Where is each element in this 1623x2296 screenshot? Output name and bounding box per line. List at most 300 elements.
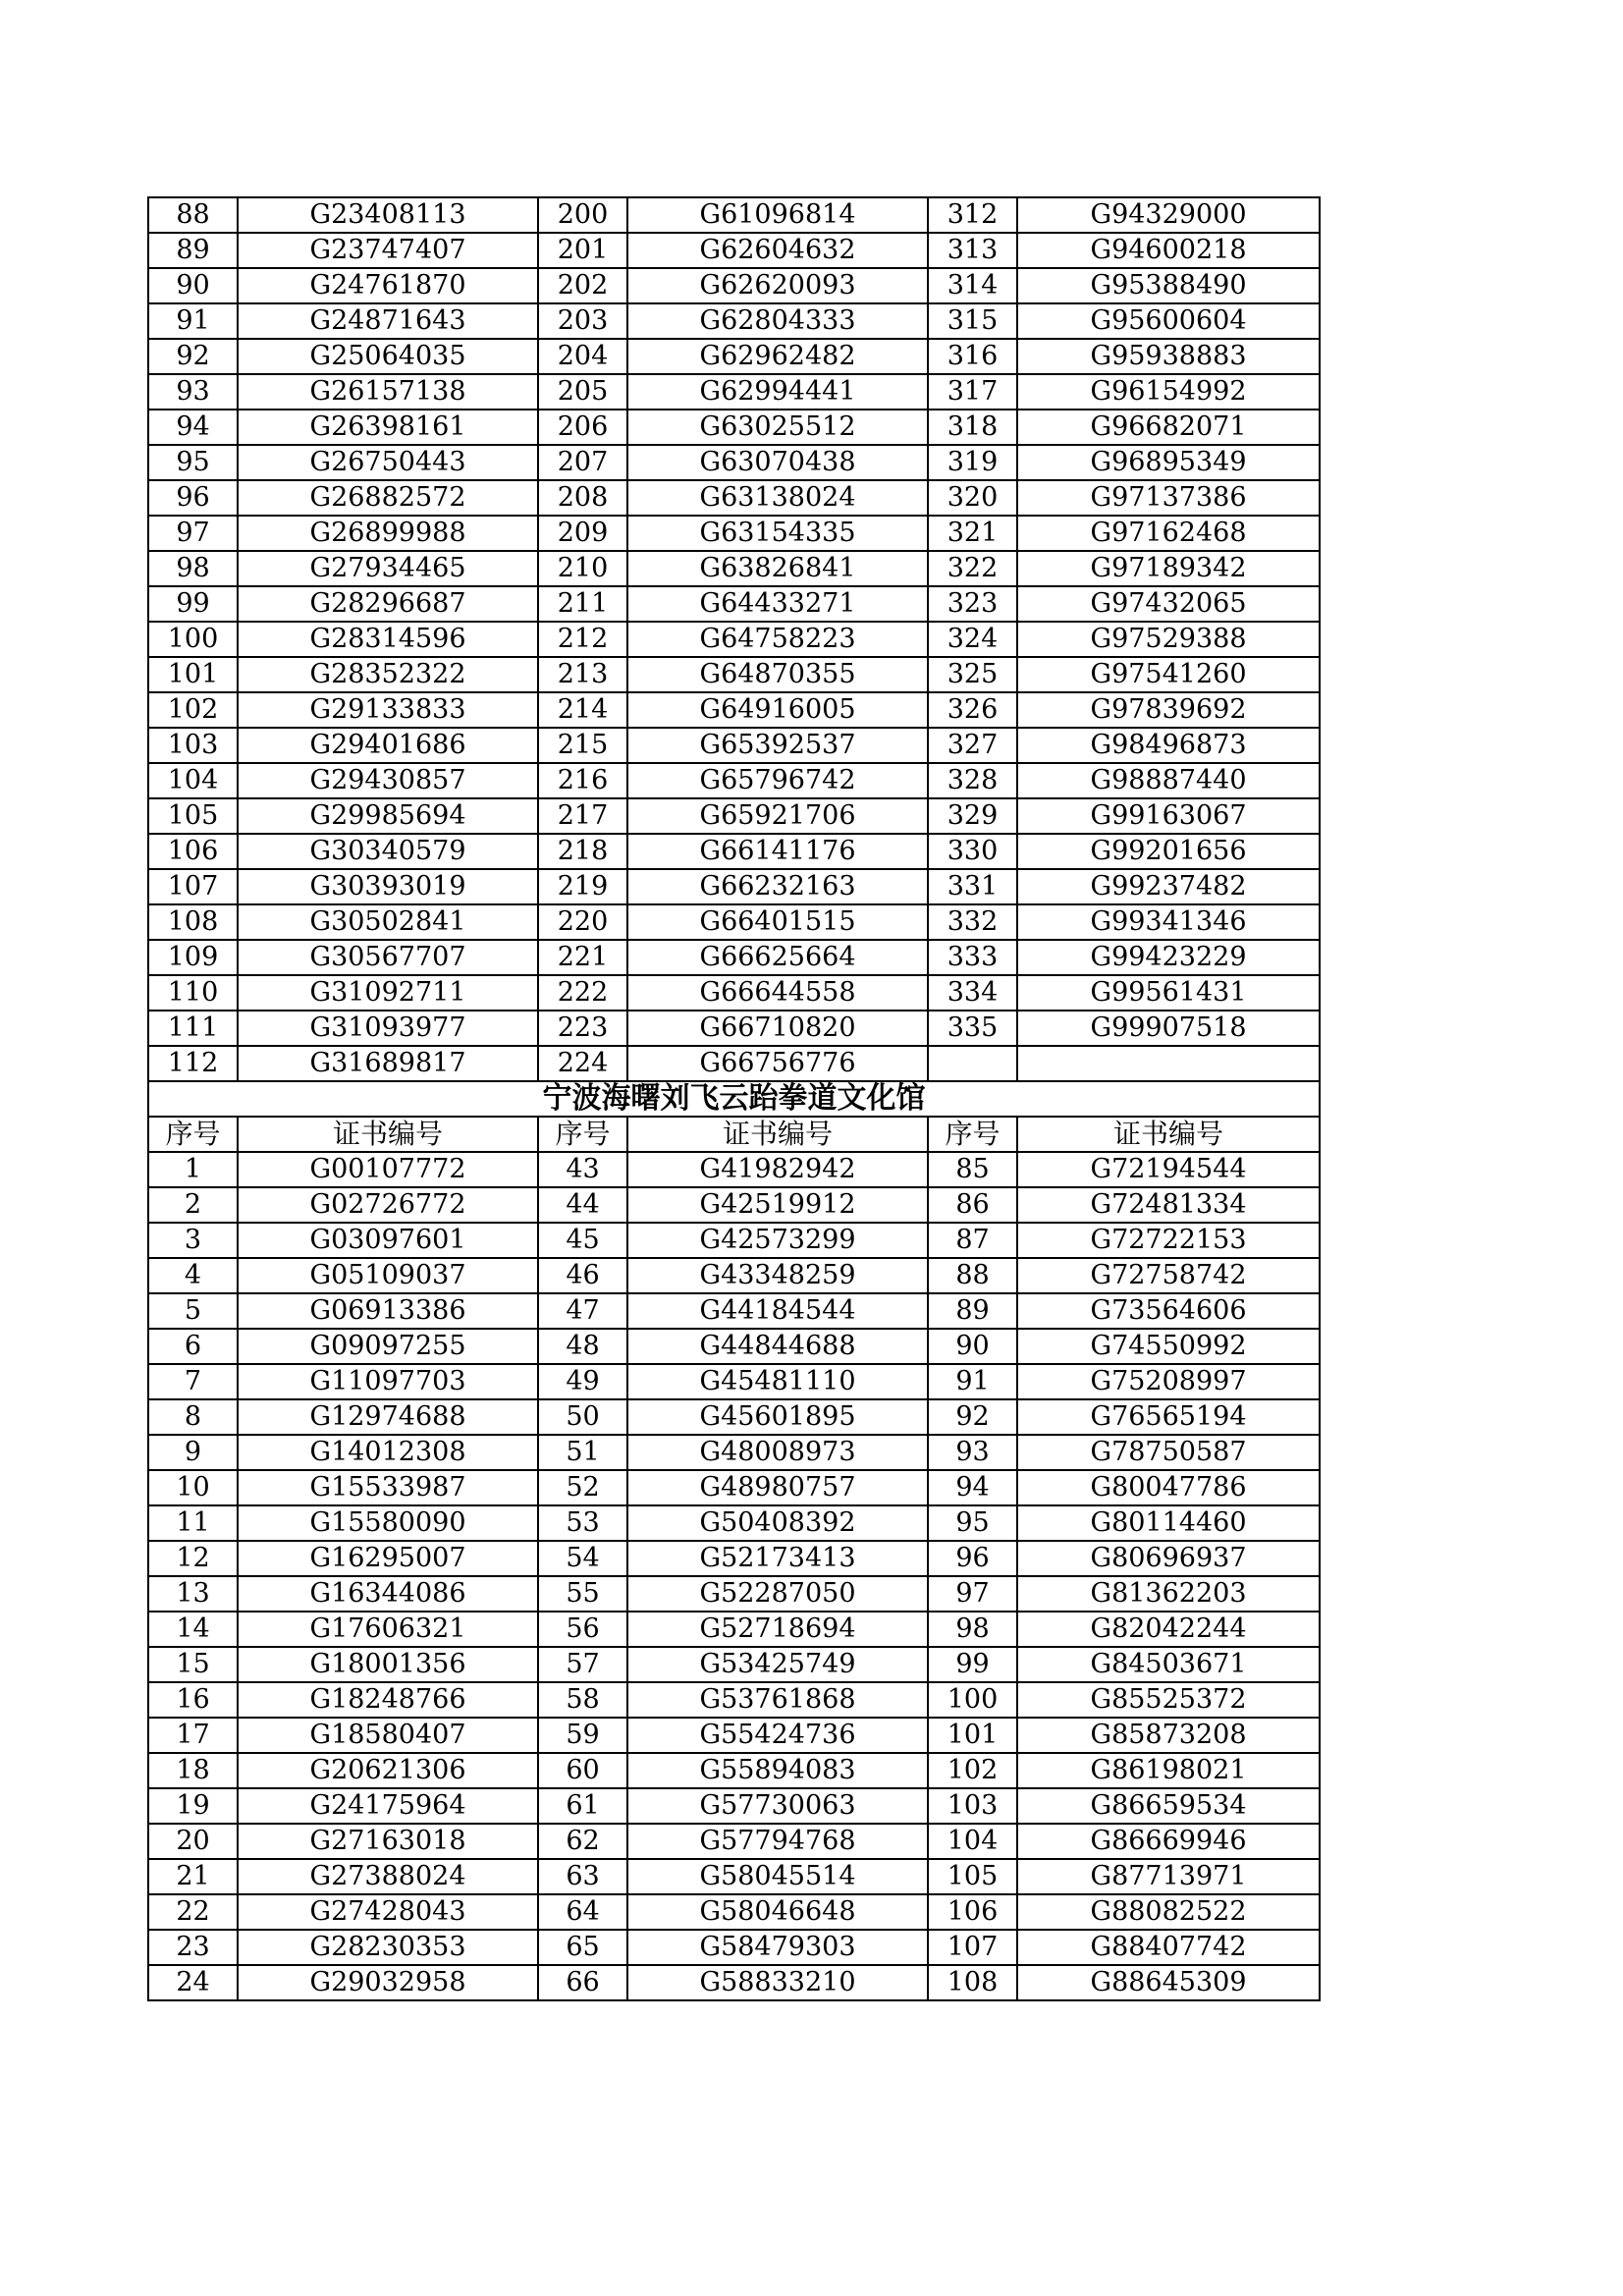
table-row <box>148 728 1320 763</box>
cert-number-cell: G72481334 <box>1017 1187 1320 1223</box>
cert-number-cell: G66710820 <box>627 1011 928 1046</box>
cert-number-cell: G28296687 <box>238 586 538 622</box>
section-header <box>148 1081 1320 1152</box>
cert-number-cell: G31092711 <box>238 975 538 1011</box>
seq-cell: 65 <box>538 1930 627 1965</box>
seq-cell: 23 <box>148 1930 238 1965</box>
seq-cell: 327 <box>928 728 1017 763</box>
cert-number-cell: G24871643 <box>238 303 538 339</box>
cert-number-cell: G98887440 <box>1017 763 1320 798</box>
cert-number-cell: G66401515 <box>627 904 928 940</box>
cert-number-cell: G30340579 <box>238 834 538 869</box>
seq-cell: 92 <box>928 1399 1017 1435</box>
seq-cell: 102 <box>928 1753 1017 1788</box>
cert-number-cell: G61096814 <box>627 197 928 233</box>
seq-cell: 90 <box>148 268 238 303</box>
seq-cell: 66 <box>538 1965 627 2000</box>
seq-cell: 89 <box>148 233 238 268</box>
seq-cell: 108 <box>148 904 238 940</box>
cert-number-cell: G27428043 <box>238 1894 538 1930</box>
cert-number-cell: G62962482 <box>627 339 928 374</box>
cert-number-cell: G29401686 <box>238 728 538 763</box>
seq-cell: 94 <box>928 1470 1017 1505</box>
seq-cell: 85 <box>928 1152 1017 1187</box>
seq-cell: 330 <box>928 834 1017 869</box>
cert-number-cell: G86659534 <box>1017 1788 1320 1824</box>
seq-cell: 221 <box>538 940 627 975</box>
cert-number-cell: G95938883 <box>1017 339 1320 374</box>
cert-number-cell: G20621306 <box>238 1753 538 1788</box>
column-header-seq: 序号 <box>538 1117 627 1152</box>
cert-number-cell: G44844688 <box>627 1329 928 1364</box>
table-row <box>148 1258 1320 1293</box>
table-row <box>148 657 1320 692</box>
cert-number-cell: G16295007 <box>238 1541 538 1576</box>
seq-cell: 203 <box>538 303 627 339</box>
seq-cell: 107 <box>928 1930 1017 1965</box>
seq-cell: 320 <box>928 480 1017 516</box>
cert-number-cell: G66625664 <box>627 940 928 975</box>
seq-cell: 323 <box>928 586 1017 622</box>
cert-number-cell: G65392537 <box>627 728 928 763</box>
table-row <box>148 975 1320 1011</box>
cert-number-cell: G62604632 <box>627 233 928 268</box>
cert-number-cell: G80696937 <box>1017 1541 1320 1576</box>
cert-number-cell: G97189342 <box>1017 551 1320 586</box>
seq-cell: 313 <box>928 233 1017 268</box>
table-row <box>148 374 1320 410</box>
cert-number-cell: G41982942 <box>627 1152 928 1187</box>
seq-cell: 106 <box>928 1894 1017 1930</box>
cert-number-cell: G99423229 <box>1017 940 1320 975</box>
table-row <box>148 1541 1320 1576</box>
seq-cell: 324 <box>928 622 1017 657</box>
table-row <box>148 1859 1320 1894</box>
table-row <box>148 1753 1320 1788</box>
seq-cell: 87 <box>928 1223 1017 1258</box>
seq-cell: 17 <box>148 1718 238 1753</box>
seq-cell: 105 <box>148 798 238 834</box>
cert-number-cell: G94600218 <box>1017 233 1320 268</box>
cert-number-cell: G76565194 <box>1017 1399 1320 1435</box>
cert-number-cell: G42573299 <box>627 1223 928 1258</box>
cert-number-cell: G44184544 <box>627 1293 928 1329</box>
seq-cell: 62 <box>538 1824 627 1859</box>
cert-number-cell: G30502841 <box>238 904 538 940</box>
seq-cell: 63 <box>538 1859 627 1894</box>
column-header-cert: 证书编号 <box>238 1117 538 1152</box>
cert-number-cell: G28230353 <box>238 1930 538 1965</box>
seq-cell: 213 <box>538 657 627 692</box>
cert-number-cell: G64916005 <box>627 692 928 728</box>
cert-number-cell: G26882572 <box>238 480 538 516</box>
seq-cell: 54 <box>538 1541 627 1576</box>
seq-cell: 206 <box>538 410 627 445</box>
cert-number-cell: G52287050 <box>627 1576 928 1612</box>
cert-number-cell: G88645309 <box>1017 1965 1320 2000</box>
seq-cell: 104 <box>928 1824 1017 1859</box>
seq-cell: 101 <box>148 657 238 692</box>
cert-number-cell: G88082522 <box>1017 1894 1320 1930</box>
table-row <box>148 834 1320 869</box>
cert-number-cell: G99907518 <box>1017 1011 1320 1046</box>
seq-cell: 312 <box>928 197 1017 233</box>
seq-cell: 1 <box>148 1152 238 1187</box>
seq-cell: 16 <box>148 1682 238 1718</box>
cert-number-cell: G86198021 <box>1017 1753 1320 1788</box>
seq-cell: 57 <box>538 1647 627 1682</box>
seq-cell: 6 <box>148 1329 238 1364</box>
seq-cell: 328 <box>928 763 1017 798</box>
cert-number-cell: G85525372 <box>1017 1682 1320 1718</box>
cert-number-cell: G31093977 <box>238 1011 538 1046</box>
cert-number-cell: G95600604 <box>1017 303 1320 339</box>
seq-cell: 93 <box>148 374 238 410</box>
seq-cell: 12 <box>148 1541 238 1576</box>
cert-number-cell: G29985694 <box>238 798 538 834</box>
seq-cell: 60 <box>538 1753 627 1788</box>
table-row <box>148 586 1320 622</box>
seq-cell: 222 <box>538 975 627 1011</box>
table-row <box>148 1612 1320 1647</box>
table-row <box>148 1187 1320 1223</box>
seq-cell: 88 <box>928 1258 1017 1293</box>
cert-number-cell: G97137386 <box>1017 480 1320 516</box>
seq-cell: 105 <box>928 1859 1017 1894</box>
cert-number-cell: G95388490 <box>1017 268 1320 303</box>
cert-number-cell: G14012308 <box>238 1435 538 1470</box>
cert-number-cell: G80047786 <box>1017 1470 1320 1505</box>
seq-cell: 218 <box>538 834 627 869</box>
seq-cell: 7 <box>148 1364 238 1399</box>
table-row <box>148 480 1320 516</box>
cert-number-cell: G18248766 <box>238 1682 538 1718</box>
table-row <box>148 869 1320 904</box>
seq-cell: 59 <box>538 1718 627 1753</box>
seq-cell: 108 <box>928 1965 1017 2000</box>
seq-cell: 55 <box>538 1576 627 1612</box>
cert-number-cell: G27934465 <box>238 551 538 586</box>
seq-cell: 22 <box>148 1894 238 1930</box>
seq-cell <box>928 1046 1017 1081</box>
cert-number-cell: G99201656 <box>1017 834 1320 869</box>
cert-number-cell: G29430857 <box>238 763 538 798</box>
cert-number-cell: G06913386 <box>238 1293 538 1329</box>
cert-number-cell: G30567707 <box>238 940 538 975</box>
cert-number-cell: G02726772 <box>238 1187 538 1223</box>
table-row <box>148 1894 1320 1930</box>
seq-cell: 10 <box>148 1470 238 1505</box>
seq-cell: 331 <box>928 869 1017 904</box>
table-row <box>148 763 1320 798</box>
seq-cell: 103 <box>148 728 238 763</box>
seq-cell: 224 <box>538 1046 627 1081</box>
cert-number-cell: G98496873 <box>1017 728 1320 763</box>
seq-cell: 314 <box>928 268 1017 303</box>
cert-number-cell: G97839692 <box>1017 692 1320 728</box>
cert-number-cell: G53761868 <box>627 1682 928 1718</box>
seq-cell: 9 <box>148 1435 238 1470</box>
seq-cell: 64 <box>538 1894 627 1930</box>
seq-cell: 15 <box>148 1647 238 1682</box>
table-row <box>148 940 1320 975</box>
cert-number-cell: G85873208 <box>1017 1718 1320 1753</box>
seq-cell: 329 <box>928 798 1017 834</box>
cert-number-cell: G27388024 <box>238 1859 538 1894</box>
seq-cell: 316 <box>928 339 1017 374</box>
cert-number-cell: G99561431 <box>1017 975 1320 1011</box>
table-row <box>148 1576 1320 1612</box>
seq-cell: 56 <box>538 1612 627 1647</box>
seq-cell: 109 <box>148 940 238 975</box>
cert-number-cell: G62620093 <box>627 268 928 303</box>
cert-number-cell: G52173413 <box>627 1541 928 1576</box>
cert-number-cell: G78750587 <box>1017 1435 1320 1470</box>
cert-number-cell: G29032958 <box>238 1965 538 2000</box>
section-title-row <box>148 1081 1320 1117</box>
table-row <box>148 692 1320 728</box>
seq-cell: 91 <box>928 1364 1017 1399</box>
cert-number-cell: G17606321 <box>238 1612 538 1647</box>
seq-cell: 96 <box>928 1541 1017 1576</box>
seq-cell: 220 <box>538 904 627 940</box>
table-body-part2 <box>148 1152 1320 2000</box>
seq-cell: 50 <box>538 1399 627 1435</box>
seq-cell: 47 <box>538 1293 627 1329</box>
cert-number-cell: G86669946 <box>1017 1824 1320 1859</box>
seq-cell: 100 <box>928 1682 1017 1718</box>
table-row <box>148 1788 1320 1824</box>
seq-cell: 325 <box>928 657 1017 692</box>
cert-number-cell: G11097703 <box>238 1364 538 1399</box>
cert-number-cell: G99163067 <box>1017 798 1320 834</box>
cert-number-cell: G23747407 <box>238 233 538 268</box>
cert-number-cell: G63025512 <box>627 410 928 445</box>
cert-number-cell: G53425749 <box>627 1647 928 1682</box>
cert-number-cell: G99341346 <box>1017 904 1320 940</box>
cert-number-cell: G97541260 <box>1017 657 1320 692</box>
cert-number-cell: G65921706 <box>627 798 928 834</box>
cert-number-cell: G64870355 <box>627 657 928 692</box>
table-row <box>148 1293 1320 1329</box>
seq-cell: 46 <box>538 1258 627 1293</box>
seq-cell: 4 <box>148 1258 238 1293</box>
table-row <box>148 1011 1320 1046</box>
cert-number-cell: G63138024 <box>627 480 928 516</box>
seq-cell: 97 <box>928 1576 1017 1612</box>
cert-number-cell: G80114460 <box>1017 1505 1320 1541</box>
seq-cell: 111 <box>148 1011 238 1046</box>
seq-cell: 322 <box>928 551 1017 586</box>
cert-number-cell: G55894083 <box>627 1753 928 1788</box>
seq-cell: 96 <box>148 480 238 516</box>
cert-number-cell: G63070438 <box>627 445 928 480</box>
cert-number-cell: G26398161 <box>238 410 538 445</box>
cert-number-cell: G48980757 <box>627 1470 928 1505</box>
certificate-table <box>147 196 1321 2001</box>
seq-cell: 3 <box>148 1223 238 1258</box>
table-row <box>148 1152 1320 1187</box>
cert-number-cell: G97529388 <box>1017 622 1320 657</box>
column-header-cert: 证书编号 <box>627 1117 928 1152</box>
cert-number-cell: G00107772 <box>238 1152 538 1187</box>
cert-number-cell: G66141176 <box>627 834 928 869</box>
seq-cell: 5 <box>148 1293 238 1329</box>
seq-cell: 45 <box>538 1223 627 1258</box>
seq-cell: 58 <box>538 1682 627 1718</box>
cert-number-cell: G75208997 <box>1017 1364 1320 1399</box>
cert-number-cell: G82042244 <box>1017 1612 1320 1647</box>
seq-cell: 91 <box>148 303 238 339</box>
seq-cell: 209 <box>538 516 627 551</box>
table-row <box>148 445 1320 480</box>
cert-number-cell: G27163018 <box>238 1824 538 1859</box>
seq-cell: 98 <box>148 551 238 586</box>
seq-cell: 315 <box>928 303 1017 339</box>
seq-cell: 223 <box>538 1011 627 1046</box>
table-row <box>148 1647 1320 1682</box>
cert-number-cell: G63826841 <box>627 551 928 586</box>
table-row <box>148 233 1320 268</box>
cert-number-cell: G15533987 <box>238 1470 538 1505</box>
seq-cell: 97 <box>148 516 238 551</box>
cert-number-cell: G58045514 <box>627 1859 928 1894</box>
cert-number-cell: G72722153 <box>1017 1223 1320 1258</box>
table-row <box>148 551 1320 586</box>
seq-cell: 317 <box>928 374 1017 410</box>
cert-number-cell: G58833210 <box>627 1965 928 2000</box>
table-row <box>148 1046 1320 1081</box>
cert-number-cell: G87713971 <box>1017 1859 1320 1894</box>
seq-cell: 321 <box>928 516 1017 551</box>
cert-number-cell: G05109037 <box>238 1258 538 1293</box>
cert-number-cell: G62804333 <box>627 303 928 339</box>
cert-number-cell: G52718694 <box>627 1612 928 1647</box>
cert-number-cell: G25064035 <box>238 339 538 374</box>
cert-number-cell: G96154992 <box>1017 374 1320 410</box>
seq-cell: 202 <box>538 268 627 303</box>
seq-cell: 13 <box>148 1576 238 1612</box>
seq-cell: 95 <box>148 445 238 480</box>
cert-number-cell: G26899988 <box>238 516 538 551</box>
cert-number-cell: G50408392 <box>627 1505 928 1541</box>
seq-cell: 332 <box>928 904 1017 940</box>
cert-number-cell: G58046648 <box>627 1894 928 1930</box>
seq-cell: 99 <box>928 1647 1017 1682</box>
cert-number-cell: G24761870 <box>238 268 538 303</box>
cert-number-cell: G63154335 <box>627 516 928 551</box>
cert-number-cell: G15580090 <box>238 1505 538 1541</box>
seq-cell: 61 <box>538 1788 627 1824</box>
cert-number-cell <box>1017 1046 1320 1081</box>
table-row <box>148 904 1320 940</box>
seq-cell: 43 <box>538 1152 627 1187</box>
cert-number-cell: G45601895 <box>627 1399 928 1435</box>
cert-number-cell: G28314596 <box>238 622 538 657</box>
cert-number-cell: G26157138 <box>238 374 538 410</box>
seq-cell: 318 <box>928 410 1017 445</box>
seq-cell: 86 <box>928 1187 1017 1223</box>
seq-cell: 11 <box>148 1505 238 1541</box>
seq-cell: 48 <box>538 1329 627 1364</box>
cert-number-cell: G65796742 <box>627 763 928 798</box>
table-row <box>148 1435 1320 1470</box>
seq-cell: 21 <box>148 1859 238 1894</box>
cert-number-cell: G42519912 <box>627 1187 928 1223</box>
cert-number-cell: G96895349 <box>1017 445 1320 480</box>
seq-cell: 319 <box>928 445 1017 480</box>
cert-number-cell: G12974688 <box>238 1399 538 1435</box>
seq-cell: 334 <box>928 975 1017 1011</box>
table-row <box>148 622 1320 657</box>
cert-number-cell: G16344086 <box>238 1576 538 1612</box>
seq-cell: 219 <box>538 869 627 904</box>
cert-number-cell: G30393019 <box>238 869 538 904</box>
seq-cell: 216 <box>538 763 627 798</box>
cert-number-cell: G57730063 <box>627 1788 928 1824</box>
table-row <box>148 1399 1320 1435</box>
cert-number-cell: G55424736 <box>627 1718 928 1753</box>
seq-cell: 95 <box>928 1505 1017 1541</box>
table-row <box>148 1682 1320 1718</box>
table-row <box>148 1470 1320 1505</box>
seq-cell: 201 <box>538 233 627 268</box>
seq-cell: 44 <box>538 1187 627 1223</box>
table-row <box>148 303 1320 339</box>
cert-number-cell: G43348259 <box>627 1258 928 1293</box>
column-header-row <box>148 1117 1320 1152</box>
seq-cell: 215 <box>538 728 627 763</box>
cert-number-cell: G66644558 <box>627 975 928 1011</box>
seq-cell: 92 <box>148 339 238 374</box>
seq-cell: 94 <box>148 410 238 445</box>
seq-cell: 18 <box>148 1753 238 1788</box>
seq-cell: 217 <box>538 798 627 834</box>
cert-number-cell: G03097601 <box>238 1223 538 1258</box>
table-row <box>148 1930 1320 1965</box>
seq-cell: 211 <box>538 586 627 622</box>
cert-number-cell: G73564606 <box>1017 1293 1320 1329</box>
table-row <box>148 1223 1320 1258</box>
cert-number-cell: G88407742 <box>1017 1930 1320 1965</box>
cert-number-cell: G96682071 <box>1017 410 1320 445</box>
seq-cell: 112 <box>148 1046 238 1081</box>
seq-cell: 104 <box>148 763 238 798</box>
cert-number-cell: G26750443 <box>238 445 538 480</box>
cert-number-cell: G28352322 <box>238 657 538 692</box>
seq-cell: 204 <box>538 339 627 374</box>
table-row <box>148 1329 1320 1364</box>
seq-cell: 101 <box>928 1718 1017 1753</box>
seq-cell: 210 <box>538 551 627 586</box>
cert-number-cell: G94329000 <box>1017 197 1320 233</box>
table-row <box>148 1824 1320 1859</box>
seq-cell: 208 <box>538 480 627 516</box>
cert-number-cell: G18580407 <box>238 1718 538 1753</box>
seq-cell: 110 <box>148 975 238 1011</box>
cert-number-cell: G66756776 <box>627 1046 928 1081</box>
seq-cell: 98 <box>928 1612 1017 1647</box>
seq-cell: 107 <box>148 869 238 904</box>
seq-cell: 205 <box>538 374 627 410</box>
seq-cell: 326 <box>928 692 1017 728</box>
seq-cell: 93 <box>928 1435 1017 1470</box>
cert-number-cell: G48008973 <box>627 1435 928 1470</box>
seq-cell: 51 <box>538 1435 627 1470</box>
cert-number-cell: G72194544 <box>1017 1152 1320 1187</box>
seq-cell: 88 <box>148 197 238 233</box>
cert-number-cell: G09097255 <box>238 1329 538 1364</box>
